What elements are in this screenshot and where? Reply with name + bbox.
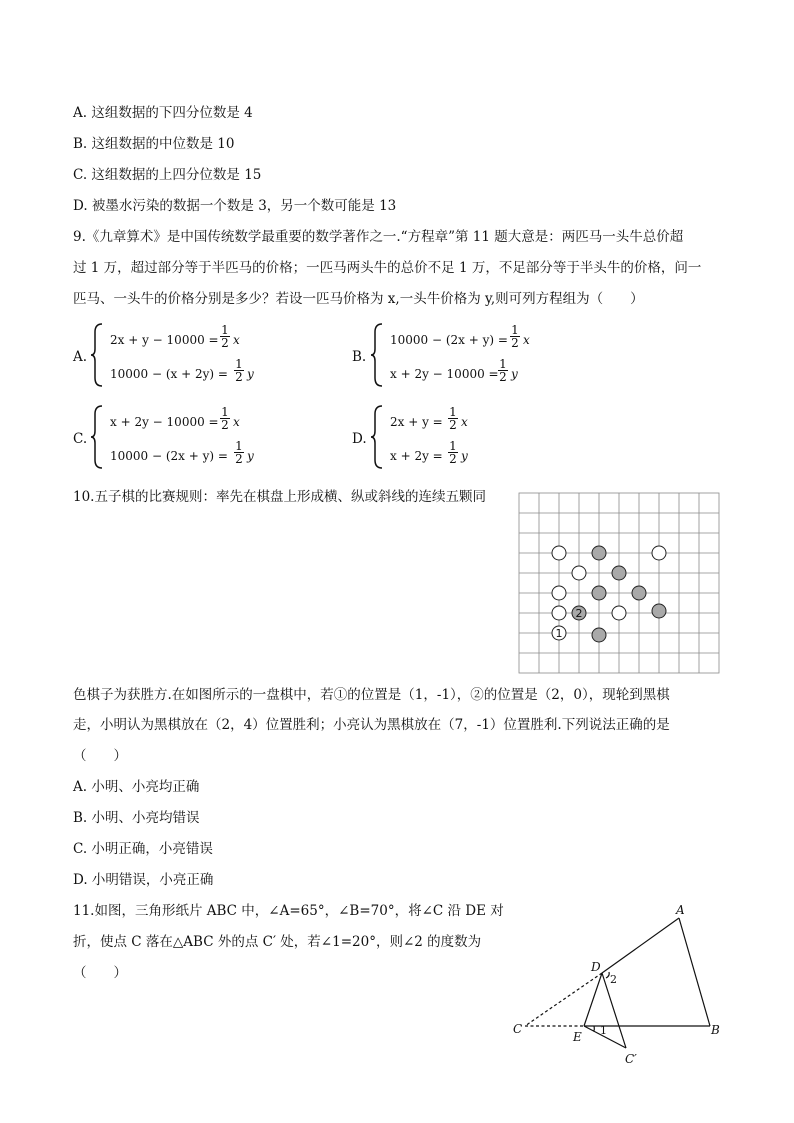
black-stone	[592, 546, 606, 560]
q9-option-b-label: B.	[352, 349, 367, 365]
label-D: D	[591, 960, 601, 974]
angle-1-label: 1	[600, 1024, 607, 1037]
brace-icon	[90, 404, 104, 470]
q9-stem-line1: 9.《九章算术》是中国传统数学最重要的数学著作之一.“方程章”第 11 题大意是：两匹马一头牛总价超	[73, 229, 684, 245]
q9-c-eq1: x + 2y − 10000 =	[110, 415, 219, 429]
black-stone	[612, 566, 626, 580]
q9-option-d-system	[370, 404, 570, 470]
q9-d-var1: x	[461, 415, 468, 429]
black-stone	[592, 586, 606, 600]
brace-icon	[90, 322, 104, 388]
q9-a-var1: x	[233, 333, 240, 347]
triangle-fold-figure	[505, 898, 735, 1073]
q10-option-d: D. 小明错误，小亮正确	[73, 872, 214, 888]
q9-c-var1: x	[233, 415, 240, 429]
q9-b-var1: x	[523, 333, 530, 347]
fraction-half: $\frac{1}{2}$	[235, 357, 243, 384]
q9-a-eq1: 2x + y − 10000 =	[110, 333, 219, 347]
angle-2-label: 2	[610, 973, 617, 986]
segment-AB	[679, 918, 710, 1026]
q9-a-var2: y	[247, 367, 254, 381]
q9-option-b-system	[370, 322, 570, 388]
black-stone	[652, 604, 666, 618]
white-stone	[652, 546, 666, 560]
q8-option-b: B. 这组数据的中位数是 10	[73, 136, 235, 152]
q11-stem-line3: （ ）	[73, 965, 127, 981]
brace-icon	[370, 322, 384, 388]
label-B: B	[711, 1023, 720, 1037]
segment-AD	[602, 918, 679, 973]
q11-stem-line2: 折，使点 C 落在△ABC 外的点 C′ 处，若∠1=20°，则∠2 的度数为	[73, 934, 482, 950]
black-stone	[592, 628, 606, 642]
q9-c-eq2: 10000 − (2x + y) =	[110, 449, 228, 463]
label-E: E	[573, 1030, 582, 1044]
q8-option-d: D. 被墨水污染的数据一个数是 3，另一个数可能是 13	[73, 198, 397, 214]
white-stone	[552, 586, 566, 600]
board-grid	[519, 493, 719, 673]
q10-stem-line1: 10.五子棋的比赛规则：率先在棋盘上形成横、纵或斜线的连续五颗同	[73, 489, 486, 505]
q9-b-eq2: x + 2y − 10000 =	[390, 367, 499, 381]
white-stone	[612, 606, 626, 620]
segment-DE	[584, 973, 602, 1026]
q11-stem-line1: 11.如图，三角形纸片 ABC 中，∠A=65°，∠B=70°，将∠C 沿 DE 对	[73, 903, 504, 919]
label-C-prime: C′	[625, 1052, 637, 1066]
q9-d-var2: y	[461, 449, 468, 463]
stone-label-1: 1	[555, 627, 563, 640]
fraction-half: $\frac{1}{2}$	[449, 439, 457, 466]
white-stone	[552, 606, 566, 620]
white-stone	[552, 546, 566, 560]
q9-b-var2: y	[511, 367, 518, 381]
dashed-segment-DC	[525, 973, 602, 1026]
q10-stem-line3: 走，小明认为黑棋放在（2，4）位置胜利；小亮认为黑棋放在（7，-1）位置胜利.下列说法正确的是	[73, 717, 670, 733]
stone-label-2: 2	[575, 607, 583, 620]
fraction-half: $\frac{1}{2}$	[221, 323, 229, 350]
q9-stem-line3: 匹马、一头牛的价格分别是多少？若设一匹马价格为 x,一头牛价格为 y,则可列方程组为（ ）	[73, 291, 644, 307]
brace-icon	[370, 404, 384, 470]
q9-c-var2: y	[247, 449, 254, 463]
q10-option-a: A. 小明、小亮均正确	[73, 779, 200, 795]
q8-option-c: C. 这组数据的上四分位数是 15	[73, 167, 262, 183]
q9-option-a-label: A.	[73, 349, 88, 365]
q10-stem-line4: （ ）	[73, 748, 127, 764]
fraction-half: $\frac{1}{2}$	[499, 357, 507, 384]
q9-d-eq2: x + 2y =	[390, 449, 443, 463]
label-A: A	[676, 903, 685, 917]
q10-stem-line2: 色棋子为获胜方.在如图所示的一盘棋中，若①的位置是（1，-1），②的位置是（2，0），现轮到黑棋	[73, 687, 670, 703]
angle-2-arc	[606, 972, 609, 978]
white-stone	[572, 566, 586, 580]
black-stone	[632, 586, 646, 600]
label-C: C	[513, 1022, 523, 1036]
q9-option-d-label: D.	[352, 431, 367, 447]
fraction-half: $\frac{1}{2}$	[449, 405, 457, 432]
q9-option-c-system	[90, 404, 290, 470]
q9-a-eq2: 10000 − (x + 2y) =	[110, 367, 228, 381]
fraction-half: $\frac{1}{2}$	[235, 439, 243, 466]
q10-option-c: C. 小明正确，小亮错误	[73, 841, 213, 857]
q9-d-eq1: 2x + y =	[390, 415, 443, 429]
fraction-half: $\frac{1}{2}$	[511, 323, 519, 350]
q9-stem-line2: 过 1 万，超过部分等于半匹马的价格；一匹马两头牛的总价不足 1 万，不足部分等于半头牛的价格，问一	[73, 260, 702, 276]
q9-option-c-label: C.	[73, 431, 88, 447]
q9-option-a-system	[90, 322, 290, 388]
q10-option-b: B. 小明、小亮均错误	[73, 810, 200, 826]
q8-option-a: A. 这组数据的下四分位数是 4	[73, 105, 253, 121]
q9-b-eq1: 10000 − (2x + y) =	[390, 333, 508, 347]
gomoku-board	[518, 492, 720, 674]
fraction-half: $\frac{1}{2}$	[221, 405, 229, 432]
